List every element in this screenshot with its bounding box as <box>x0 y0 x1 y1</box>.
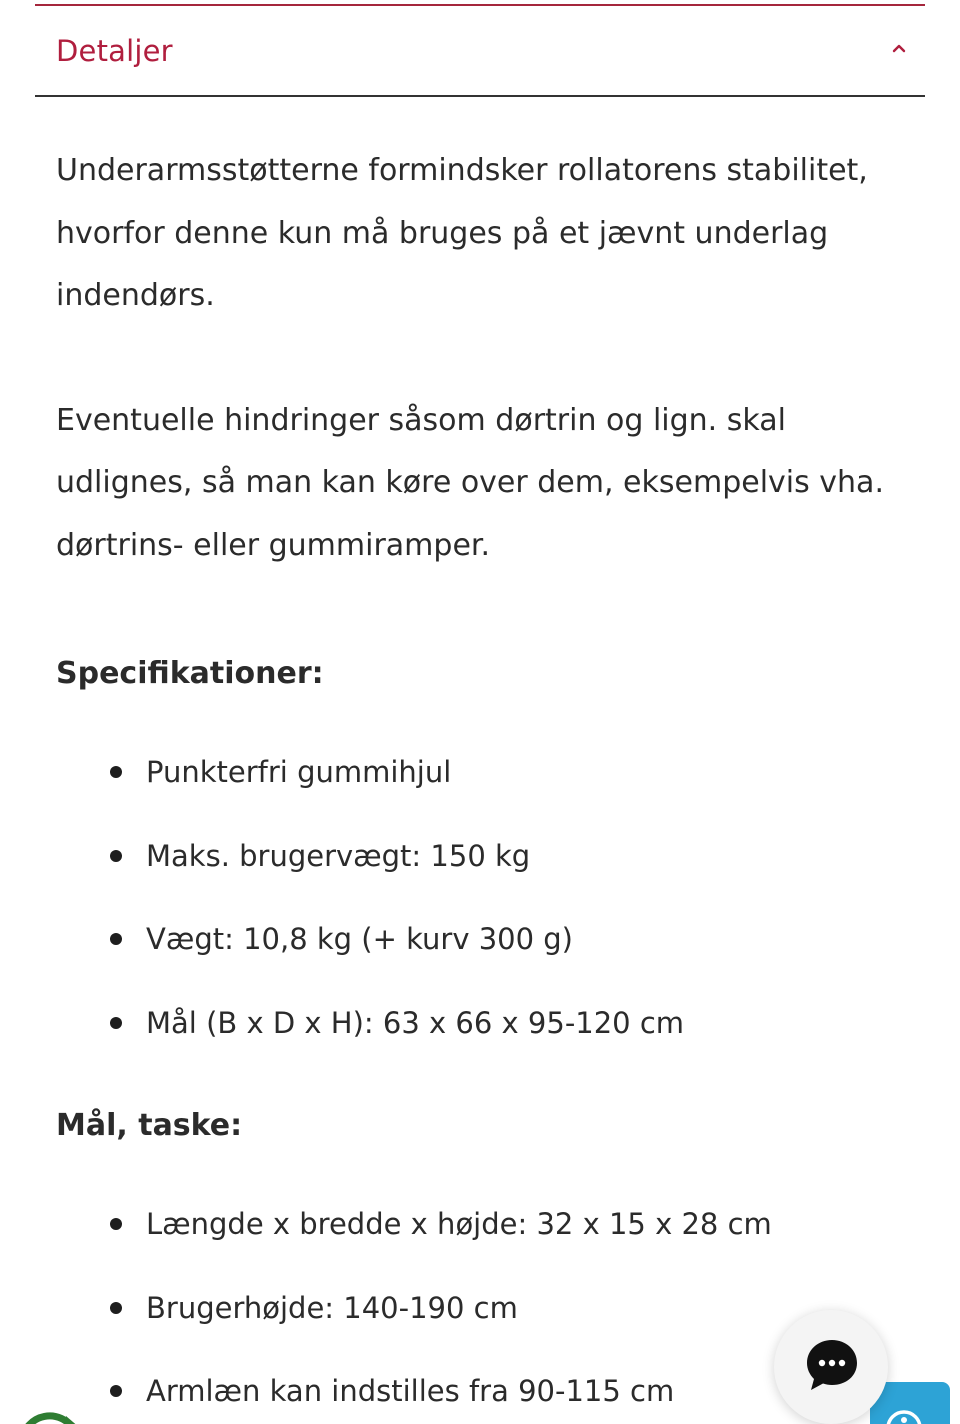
chat-button[interactable] <box>774 1310 888 1424</box>
accordion-details-header[interactable] <box>35 6 925 97</box>
list-item <box>56 919 916 1003</box>
specifications-list <box>56 752 916 1086</box>
description-paragraph-1: Underarmsstøtterne formindsker rollatorens stabilitet, hvorfor denne kun må bruges på et jævnt underlag indendørs. <box>56 153 868 313</box>
list-item <box>56 1003 916 1087</box>
list-item <box>56 836 916 920</box>
accordion-title: Detaljer <box>56 34 173 68</box>
spec-text: Brugerhøjde: 140-190 cm <box>146 1290 518 1325</box>
specifications-heading: Specifikationer: <box>56 656 324 691</box>
bullet-icon <box>110 1017 122 1029</box>
spec-text: Armlæn kan indstilles fra 90-115 cm <box>146 1374 675 1408</box>
bullet-icon <box>110 1218 122 1230</box>
bullet-icon <box>110 933 122 945</box>
spec-text: Mål (B x D x H): 63 x 66 x 95-120 cm <box>146 1005 685 1040</box>
bullet-icon <box>110 1385 122 1397</box>
spec-text: Længde x bredde x højde: 32 x 15 x 28 cm <box>146 1207 772 1241</box>
description-section <box>56 140 916 577</box>
bag-dimensions-heading: Mål, taske: <box>56 1108 243 1143</box>
description-paragraph-2: Eventuelle hindringer såsom dørtrin og lign. skal udlignes, så man kan køre over dem, eksempelvis vha. dørtrins- eller gummiramper. <box>56 402 884 563</box>
bullet-icon <box>110 1302 122 1314</box>
bullet-icon <box>110 766 122 778</box>
recycle-icon <box>14 1400 84 1424</box>
chevron-up-icon[interactable] <box>887 36 911 60</box>
list-item <box>56 752 916 836</box>
chat-bubble-icon <box>805 1338 859 1392</box>
spec-text: Punkterfri gummihjul <box>146 755 452 789</box>
bullet-icon <box>110 850 122 862</box>
spec-text: Vægt: 10,8 kg (+ kurv 300 g) <box>146 922 573 956</box>
list-item <box>56 1204 916 1288</box>
spec-text: Maks. brugervægt: 150 kg <box>146 838 531 873</box>
